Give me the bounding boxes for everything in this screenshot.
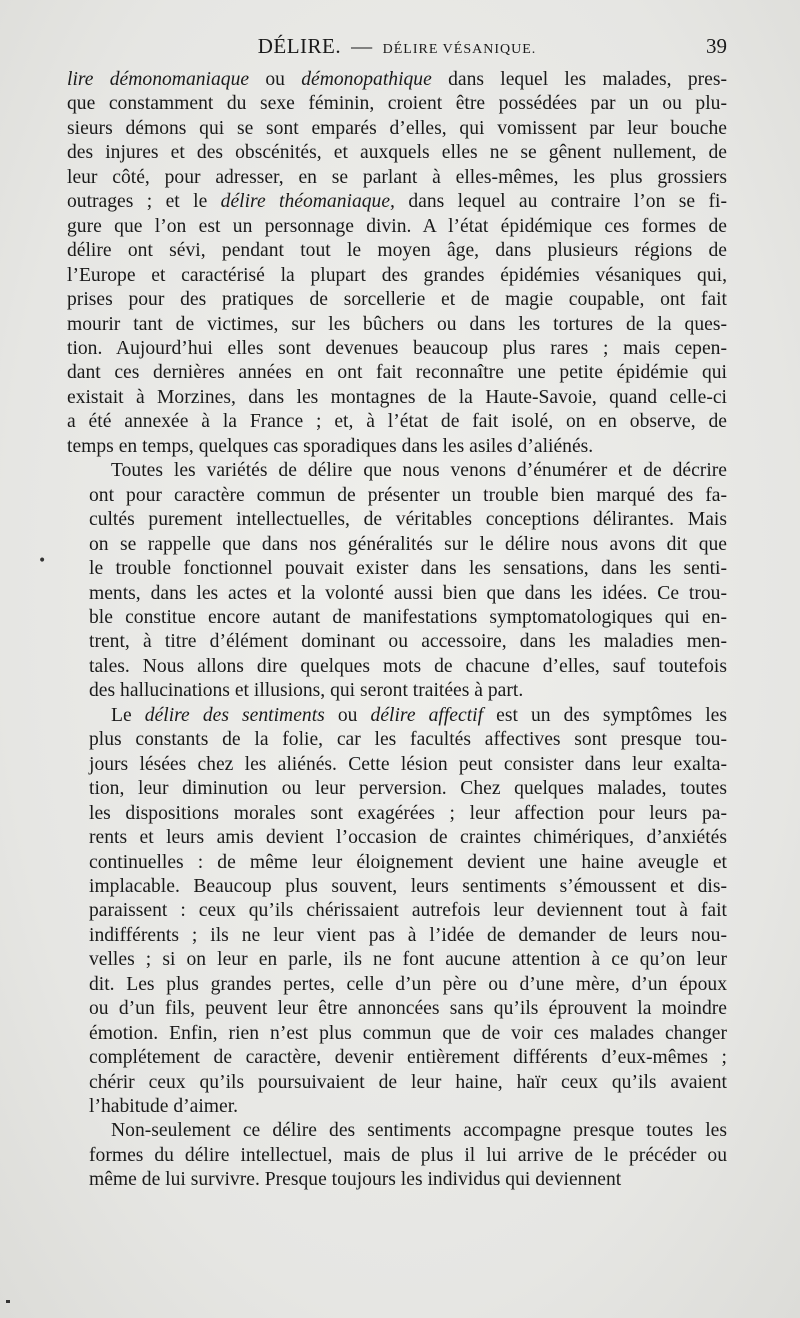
text-line — [67, 288, 727, 312]
text-line — [67, 679, 727, 703]
text-run: que constamment du sexe féminin, croient être possédées par un ou plu- — [67, 93, 727, 115]
text-run: temps en temps, quelques cas sporadiques dans les asiles d’aliénés. — [67, 435, 594, 457]
text-run: tion. Aujourd’hui elles sont devenues beaucoup plus rares ; mais cepen- — [67, 337, 727, 359]
text-line — [67, 508, 727, 532]
text-run: implacable. Beaucoup plus souvent, leurs sentiments s’émoussent et dis- — [89, 875, 727, 897]
text-line — [67, 361, 727, 385]
text-line — [67, 459, 727, 483]
text-line — [67, 1095, 727, 1119]
text-line — [67, 313, 727, 337]
text-line — [67, 606, 727, 630]
text-run: outrages ; et le — [67, 191, 221, 213]
text-line — [67, 630, 727, 654]
text-run: ble constitue encore autant de manifestations symptomatologiques qui en- — [89, 606, 727, 628]
text-run: ou — [324, 704, 371, 726]
running-head-title: DÉLIRE. — [257, 34, 342, 58]
text-run: jours lésées chez les aliénés. Cette lésion peut consister dans leur exalta- — [89, 753, 727, 775]
text-run: dans lequel au contraire l’on se fi- — [394, 191, 727, 213]
text-run: continuelles : de même leur éloignement devient une haine aveugle et — [89, 851, 727, 873]
text-run: plus constants de la folie, car les facultés affectives sont presque tou- — [89, 729, 727, 751]
text-run: on se rappelle que dans nos généralités sur le délire nous avons dit que — [89, 533, 727, 555]
text-line — [67, 239, 727, 263]
paragraph — [67, 1119, 727, 1192]
text-run: paraissent : ceux qu’ils chérissaient autrefois leur deviennent tout à fait — [89, 900, 727, 922]
text-run: formes du délire intellectuel, mais de plus il lui arrive de le précéder ou — [89, 1144, 727, 1166]
text-line — [67, 753, 727, 777]
paragraph — [67, 459, 727, 704]
paragraph — [67, 704, 727, 1120]
text-run: complétement de caractère, devenir entièrement différents d’eux-mêmes ; — [89, 1047, 727, 1069]
text-run: mourir tant de victimes, sur les bûchers ou dans les tortures de la ques- — [67, 313, 727, 335]
text-run: rents et leurs amis devient l’occasion de craintes chimériques, d’anxiétés — [89, 827, 727, 849]
text-line — [67, 141, 727, 165]
text-run: existait à Morzines, dans les montagnes de la Haute-Savoie, quand celle-ci — [67, 386, 727, 408]
text-run: prises pour des pratiques de sorcellerie et de magie coupable, ont fait — [67, 289, 727, 311]
text-line — [67, 337, 727, 361]
text-run: trent, à titre d’élément dominant ou accessoire, dans les maladies men- — [89, 631, 727, 653]
text-line — [67, 704, 727, 728]
text-line — [67, 924, 727, 948]
text-run: l’habitude d’aimer. — [89, 1096, 239, 1118]
text-line — [67, 973, 727, 997]
text-run: cultés purement intellectuelles, de véritables conceptions délirantes. Mais — [89, 509, 727, 531]
text-line — [67, 557, 727, 581]
text-line — [67, 190, 727, 214]
text-line — [67, 777, 727, 801]
text-run: leur côté, pour adresser, en se parlant à elles-mêmes, les plus grossiers — [67, 166, 727, 188]
text-run: velles ; si on leur en parle, ils ne font aucune attention à ce qu’on leur — [89, 949, 727, 971]
text-run: chérir ceux qu’ils poursuivaient de leur haine, haïr ceux qu’ils avaient — [89, 1071, 727, 1093]
text-run: gure que l’on est un personnage divin. A l’état épidémique ces formes de — [67, 215, 727, 237]
text-line — [67, 435, 727, 459]
text-run: Non-seulement ce délire des sentiments accompagne presque toutes les — [111, 1120, 727, 1142]
italic-term: lire démonomaniaque — [67, 69, 250, 90]
margin-dot: • — [38, 553, 47, 569]
text-run: dans lequel les malades, pres- — [431, 69, 727, 90]
text-line — [67, 1168, 727, 1192]
text-line — [67, 851, 727, 875]
text-line — [67, 655, 727, 679]
text-line — [67, 1144, 727, 1168]
text-run: indifférents ; ils ne leur vient pas à l’idée de demander de leurs nou- — [89, 924, 727, 946]
text-line — [67, 1119, 727, 1143]
text-line — [67, 215, 727, 239]
italic-term: démonopathique — [301, 69, 432, 90]
text-line — [67, 948, 727, 972]
italic-term: délire affectif — [370, 704, 484, 726]
text-line — [67, 533, 727, 557]
text-line — [67, 1071, 727, 1095]
text-run: des injures et des obscénités, et auxquels elles ne se gênent nullement, de — [67, 142, 727, 164]
paragraph — [67, 68, 727, 459]
page-number: 39 — [706, 34, 727, 58]
text-run: émotion. Enfin, rien n’est plus commun que de voir ces malades changer — [89, 1022, 727, 1044]
page-header — [67, 34, 727, 60]
text-run: ont pour caractère commun de présenter un trouble bien marqué des fa- — [89, 484, 727, 506]
text-line — [67, 1022, 727, 1046]
text-run: ments, dans les actes et la volonté aussi bien que dans les idées. Ce trou- — [89, 582, 727, 604]
text-line — [67, 582, 727, 606]
text-run: l’Europe et caractérisé la plupart des grandes épidémies vésaniques qui, — [67, 264, 727, 286]
text-line — [67, 410, 727, 434]
text-run: est un des symptômes les — [483, 704, 727, 726]
text-run: même de lui survivre. Presque toujours les individus qui deviennent — [89, 1169, 622, 1191]
text-run: Le — [111, 704, 145, 726]
corner-speck — [6, 1300, 10, 1303]
text-run: des hallucinations et illusions, qui seront traitées à part. — [89, 680, 524, 702]
text-line — [67, 386, 727, 410]
text-line — [67, 92, 727, 116]
text-line — [67, 899, 727, 923]
running-head-subtitle: DÉLIRE VÉSANIQUE. — [382, 42, 537, 57]
text-run: tion, leur diminution ou leur perversion. Chez quelques malades, toutes — [89, 778, 727, 800]
text-line — [67, 826, 727, 850]
text-line — [67, 875, 727, 899]
text-run: dit. Les plus grandes pertes, celle d’un père ou d’une mère, d’un époux — [89, 973, 727, 995]
text-line — [67, 997, 727, 1021]
text-line — [67, 1046, 727, 1070]
text-run: sieurs démons qui se sont emparés d’elles, qui vomissent par leur bouche — [67, 117, 727, 139]
italic-term: délire théomaniaque, — [220, 191, 395, 213]
text-line — [67, 117, 727, 141]
text-run: dant ces dernières années en ont fait reconnaître une petite épidémie qui — [67, 362, 727, 384]
text-run: a été annexée à la France ; et, à l’état de fait isolé, on en observe, de — [67, 411, 727, 433]
running-head — [67, 34, 727, 59]
text-run: le trouble fonctionnel pouvait exister dans les sensations, dans les senti- — [89, 558, 727, 580]
text-line — [67, 166, 727, 190]
text-line — [67, 264, 727, 288]
text-run: délire ont sévi, pendant tout le moyen âge, dans plusieurs régions de — [67, 240, 727, 262]
text-line — [67, 728, 727, 752]
text-run: ou — [249, 69, 302, 90]
running-head-dash: — — [351, 34, 373, 58]
text-line — [67, 802, 727, 826]
text-run: Toutes les variétés de délire que nous venons d’énumérer et de décrire — [111, 460, 727, 482]
text-run: tales. Nous allons dire quelques mots de chacune d’elles, sauf toutefois — [89, 655, 727, 677]
italic-term: délire des sentiments — [144, 704, 325, 726]
text-line — [67, 68, 727, 92]
body-text — [67, 68, 727, 1193]
text-run: ou d’un fils, peuvent leur être annoncées sans qu’ils éprouvent la moindre — [89, 998, 727, 1020]
text-line — [67, 484, 727, 508]
text-run: les dispositions morales sont exagérées ; leur affection pour leurs pa- — [89, 802, 727, 824]
